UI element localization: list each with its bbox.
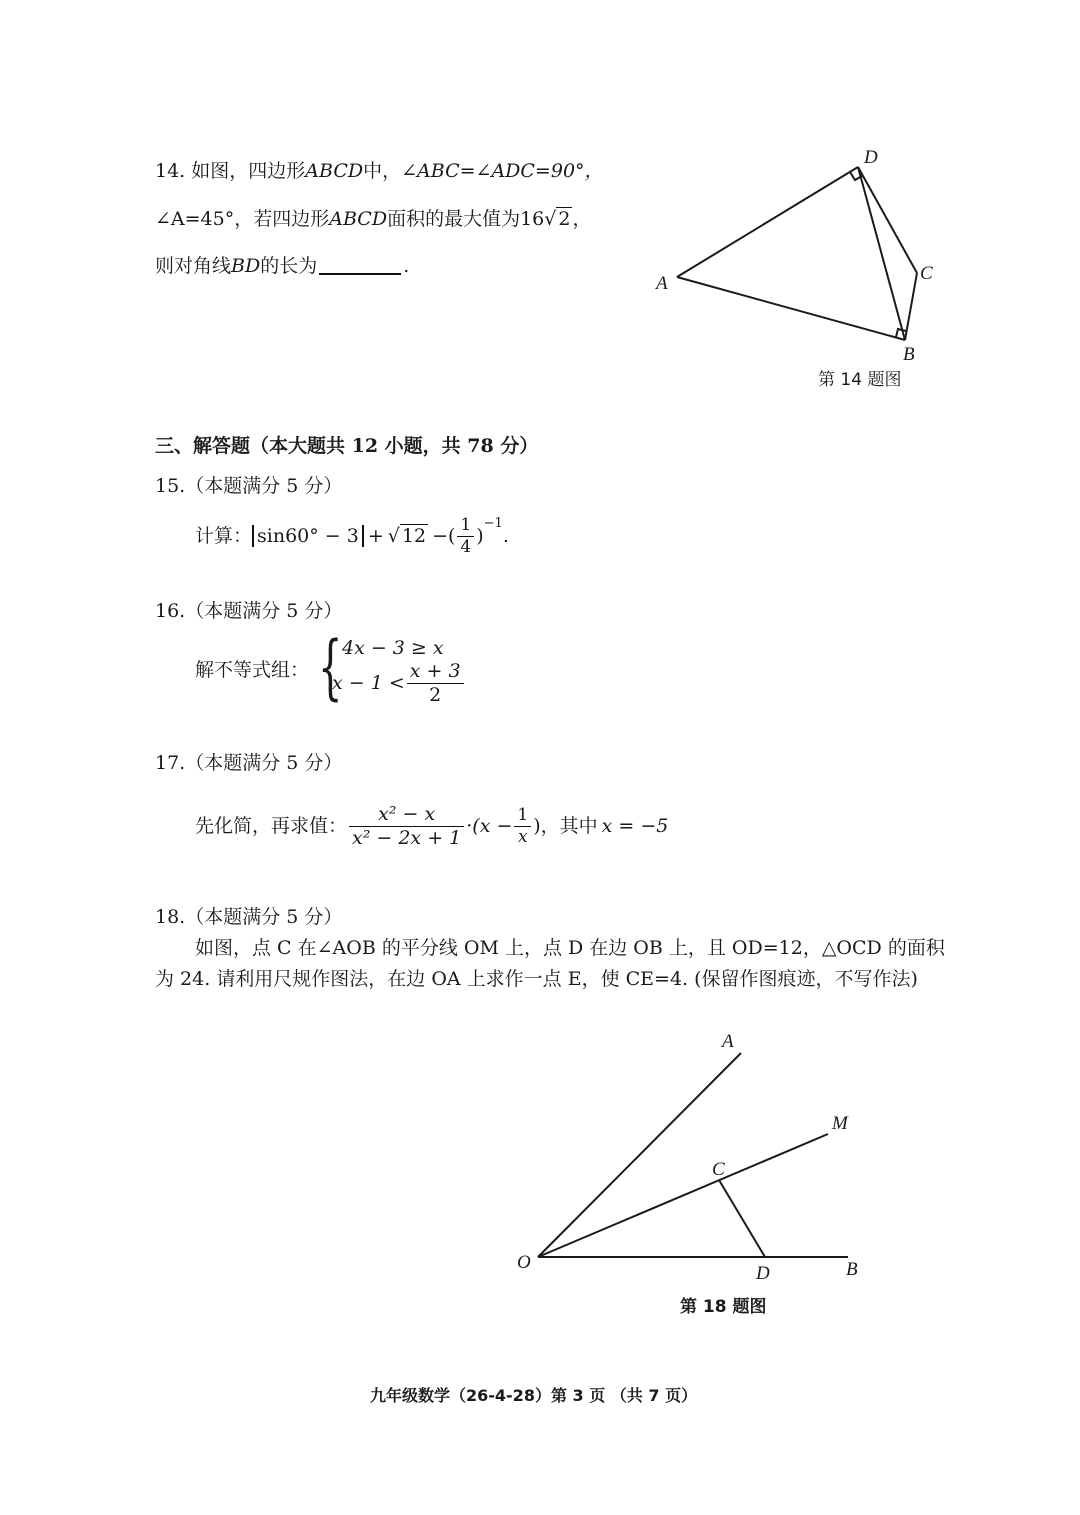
q14-quad-2: ABCD	[329, 208, 388, 230]
q16-frac-num: x + 3	[407, 660, 464, 684]
q14-label-b: B	[903, 344, 915, 365]
q17-expression	[195, 800, 668, 852]
q14-text-b: 中，	[363, 160, 402, 182]
q17-frac-den: x² − 2x + 1	[352, 826, 462, 849]
q14-area-coef: 16	[520, 208, 545, 230]
q14-text: 如图，四边形	[191, 160, 306, 182]
q17-frac-num: x² − x	[349, 803, 464, 827]
q14-line2-a: ∠A=45°，若四边形	[155, 208, 330, 230]
q17-lead: 先化简，再求值：	[195, 814, 348, 837]
q14-label-c: C	[920, 263, 933, 284]
q14-quad: ABCD	[305, 160, 364, 182]
q15-lead: 计算：	[195, 524, 253, 547]
q16-ineq2-left: x − 1 <	[332, 671, 405, 694]
q15-frac-den: 4	[460, 536, 472, 557]
q18-label-a: A	[722, 1031, 734, 1052]
q14-side-ab	[677, 277, 905, 340]
page-footer: 九年级数学（26-4-28）第 3 页 （共 7 页）	[370, 1386, 698, 1405]
q17-heading: 17.（本题满分 5 分）	[155, 752, 343, 774]
q14-right-angle-d	[850, 172, 862, 180]
q15-sqrt: √ 12	[387, 524, 427, 547]
section-heading: 三、解答题（本大题共 12 小题，共 78 分）	[155, 435, 539, 457]
q16-lead: 解不等式组：	[195, 659, 310, 681]
q14-right-angle-b	[896, 329, 906, 337]
q18-label-b: B	[846, 1259, 858, 1280]
q14-label-d: D	[864, 147, 878, 168]
q14-answer-blank[interactable]	[319, 273, 401, 275]
q14-diag: BD	[231, 255, 261, 277]
q16-ineq2-fraction	[407, 660, 464, 707]
q15-minus: −(	[432, 524, 456, 547]
q18-segment-cd	[719, 1180, 765, 1257]
q18-label-o: O	[517, 1252, 531, 1273]
q14-line3-b: 的长为	[260, 255, 318, 277]
q18-label-m: M	[832, 1113, 848, 1134]
q15-exponent: −1	[483, 516, 503, 531]
q14-line1	[155, 160, 604, 183]
q17-fraction	[349, 803, 464, 850]
q18-figure-caption: 第 18 题图	[680, 1297, 767, 1317]
q18-heading: 18.（本题满分 5 分）	[155, 906, 343, 928]
q17-inner-den: x	[518, 826, 528, 847]
q16-heading: 16.（本题满分 5 分）	[155, 600, 343, 622]
q14-side-ad	[677, 167, 858, 277]
q17-condition: x = −5	[601, 814, 669, 837]
q14-line3	[155, 255, 409, 278]
q16-brace: {	[318, 626, 343, 708]
q18-line1: 如图，点 C 在∠AOB 的平分线 OM 上，点 D 在边 OB 上，且 OD=12，△OCD 的面积	[195, 937, 945, 959]
q18-ray-om	[538, 1134, 828, 1257]
q18-line2: 为 24. 请利用尺规作图法，在边 OA 上求作一点 E，使 CE=4. (保留作图痕迹，不写作法)	[155, 968, 918, 990]
q14-line2-c: ，	[572, 208, 592, 230]
q15-frac-num: 1	[457, 515, 474, 536]
q18-label-d: D	[756, 1263, 770, 1284]
q18-label-c: C	[712, 1159, 725, 1180]
q15-close: )	[476, 524, 484, 547]
q14-area-sqrt: √ 2	[544, 208, 571, 230]
q14-line3-c: .	[403, 255, 410, 277]
q16-ineq1: 4x − 3 ≥ x	[342, 637, 444, 659]
q15-fraction	[457, 515, 474, 557]
q15-abs: sin60° − 3	[252, 525, 364, 548]
q15-plus: +	[367, 524, 384, 547]
q15-end: .	[502, 524, 509, 547]
q15-rad: 12	[401, 524, 427, 547]
q15-expression	[195, 512, 509, 560]
q17-close: )，其中	[533, 814, 598, 837]
q14-line2	[155, 208, 591, 231]
q14-line3-a: 则对角线	[155, 255, 232, 277]
q14-line2-b: 面积的最大值为	[387, 208, 521, 230]
q14-label-a: A	[656, 273, 668, 294]
q14-number: 14.	[155, 160, 186, 182]
q14-area-rad: 2	[558, 208, 571, 230]
q16-ineq2	[332, 660, 466, 707]
q14-figure-caption: 第 14 题图	[818, 370, 902, 390]
q17-mid: ·(x −	[466, 814, 513, 837]
q14-angles: ∠ABC=∠ADC=90°，	[401, 160, 604, 182]
q14-side-dc	[858, 167, 917, 273]
q17-inner-num: 1	[514, 805, 531, 826]
q17-inner-fraction	[514, 805, 531, 847]
q15-heading: 15.（本题满分 5 分）	[155, 475, 343, 497]
q14-diagonal-bd	[858, 167, 905, 340]
q16-frac-den: 2	[429, 683, 442, 706]
q14-side-cb	[905, 273, 917, 340]
q18-ray-oa	[538, 1053, 741, 1257]
